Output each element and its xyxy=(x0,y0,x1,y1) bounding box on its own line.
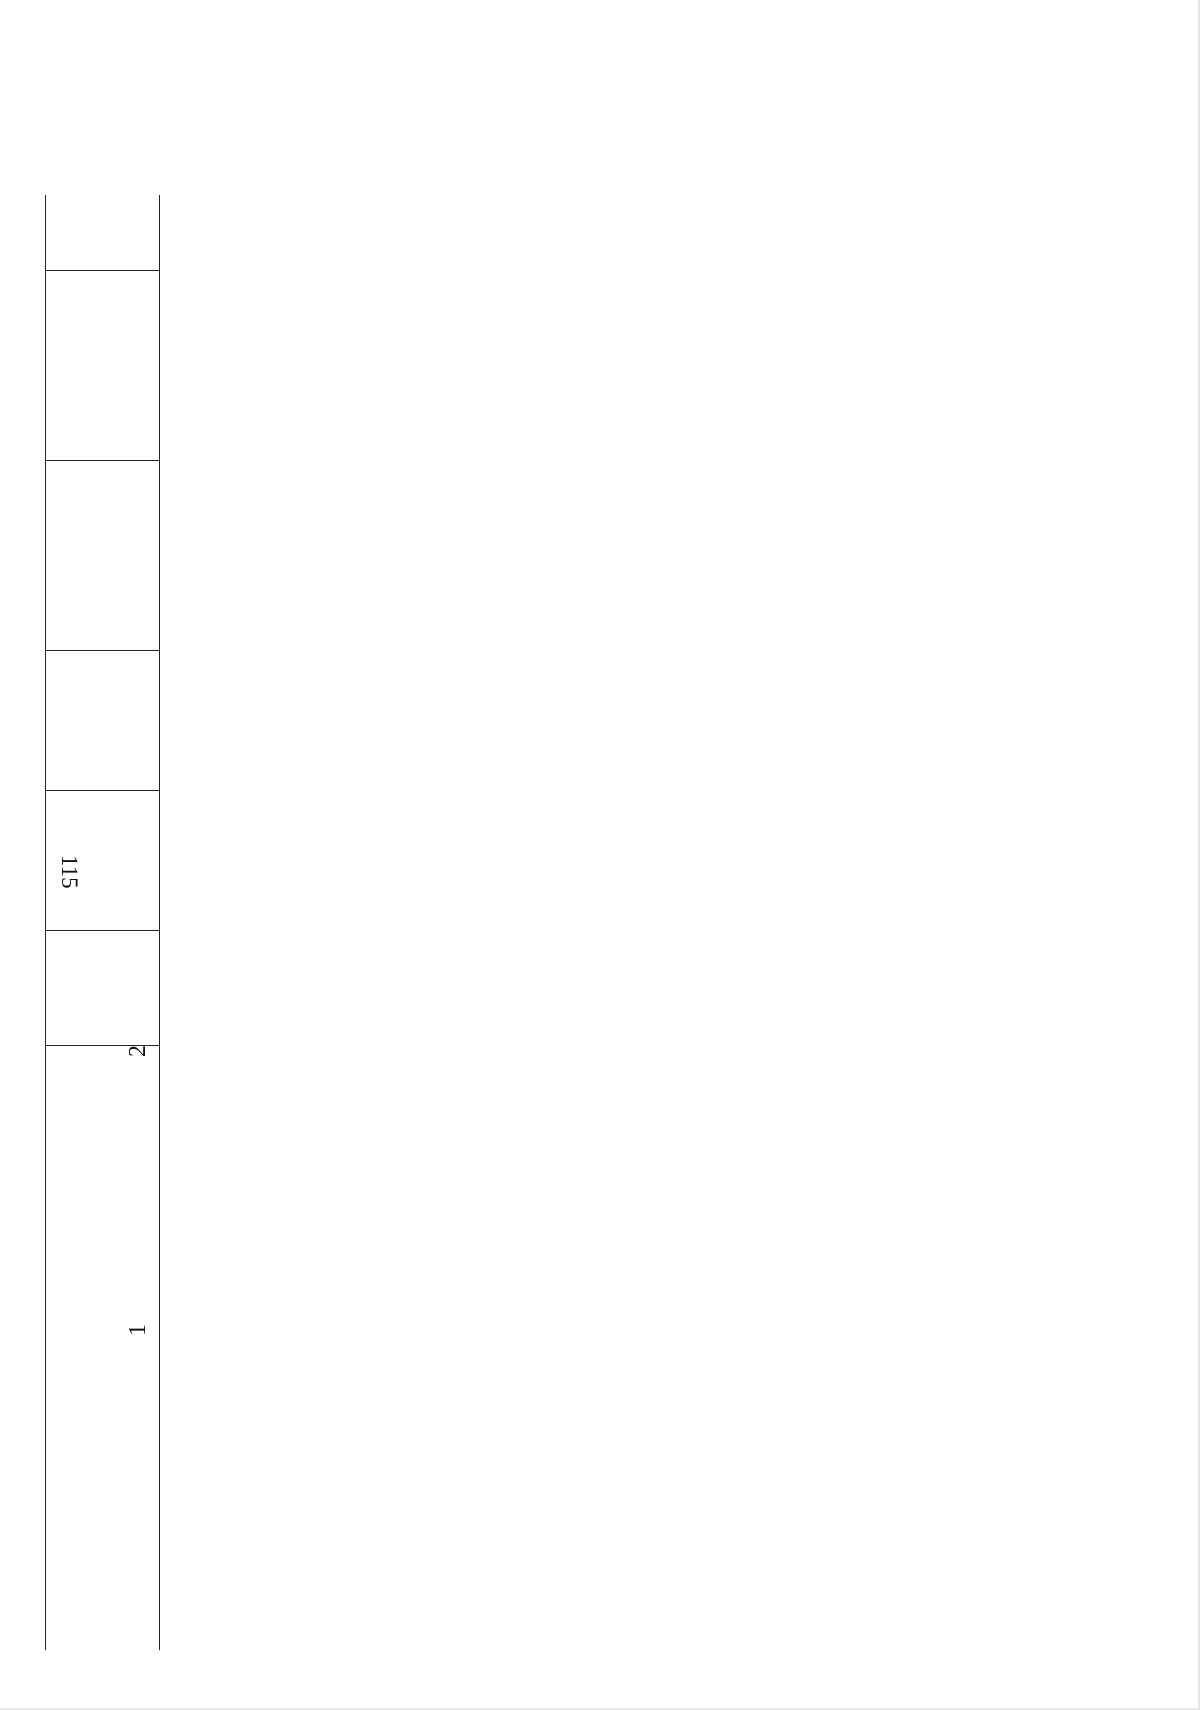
column-divider xyxy=(46,270,160,271)
column-divider xyxy=(46,930,160,931)
column-header-1: 1 xyxy=(125,1324,151,1336)
column-divider xyxy=(46,790,160,791)
table-header-rule xyxy=(45,195,46,1650)
column-divider xyxy=(46,460,160,461)
table-top-rule xyxy=(159,195,160,1650)
page-number: 115 xyxy=(57,855,82,889)
column-header-2: 2 xyxy=(125,1045,151,1057)
column-divider xyxy=(46,650,160,651)
